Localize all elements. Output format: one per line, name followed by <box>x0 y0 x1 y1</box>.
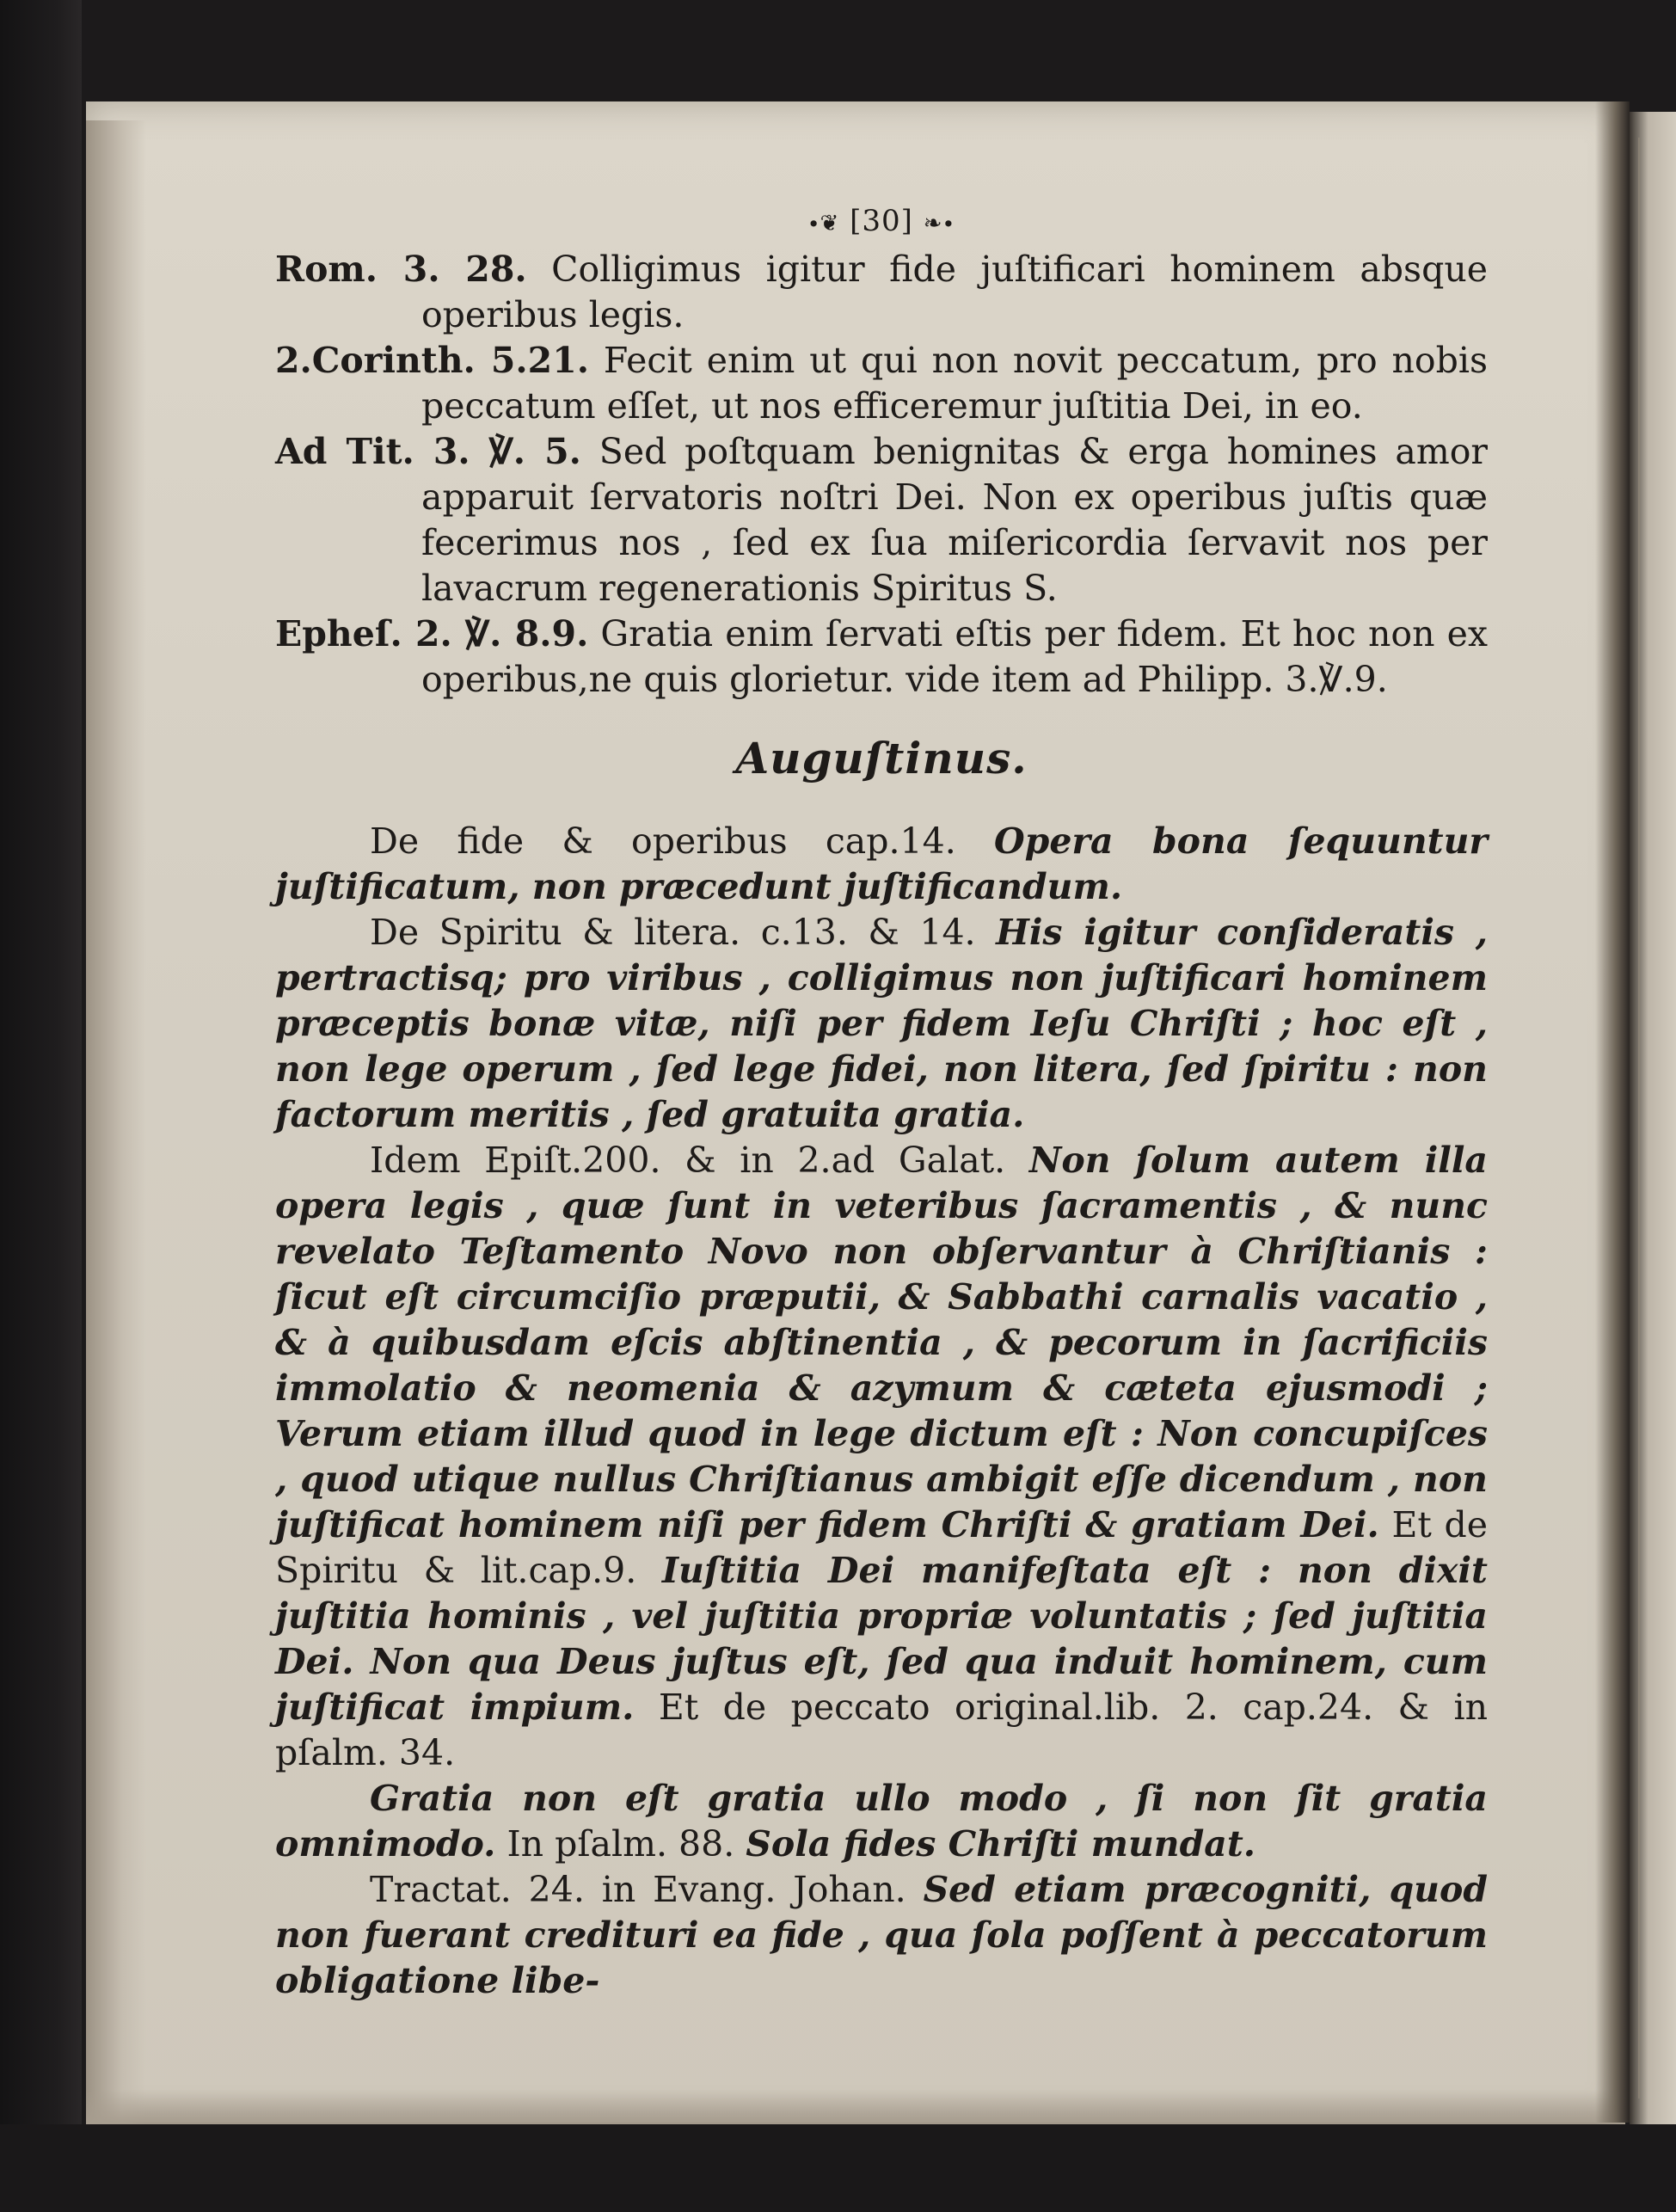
source-reference: Tractat. 24. in Evang. Johan. <box>370 1869 906 1910</box>
citation-text: Gratia enim ſervati eſtis per fidem. Et hoc non ex operibus,ne quis glorietur. vide item ad Philipp. 3.℣.9. <box>421 613 1488 700</box>
citation-ref: Epheſ. 2. ℣. 8.9. <box>275 613 589 654</box>
citation-corinthians <box>275 338 1488 429</box>
quotation: Iuſtitia Dei manifeſtata eſt : non dixit juſtitia hominis , vel juſtitia propriæ voluntatis ; ſed juſtitia Dei. Non qua Deus juſtus eſt, ſed qua induit hominem, cum juſtificat impium. <box>275 1550 1488 1728</box>
citation-text: Fecit enim ut qui non novit peccatum, pro nobis peccatum eſſet, ut nos efficeremur juſtitia Dei, in eo. <box>421 340 1488 427</box>
source-reference: De fide & operibus cap.14. <box>370 820 956 862</box>
paragraph-epistola <box>275 1138 1488 1776</box>
source-reference: De Spiritu & litera. c.13. & 14. <box>370 912 976 953</box>
quotation: Sola fides Chriſti mundat. <box>746 1823 1256 1865</box>
page-header <box>275 200 1488 245</box>
page-number: [30] <box>850 204 913 238</box>
source-reference: Et de Spiritu & lit.cap.9. <box>275 1504 1488 1591</box>
quotation: Non ſolum autem illa opera legis , quæ ſunt in veteribus ſacramentis , & nunc revelato Teſtamento Novo non obſervantur à Chriſtianis : ſicut eſt circumciſio præputii, & Sabbathi carnalis vacatio , & à quibusdam eſcis abſtinentia , & pecorum in ſacrificiis immolatio & neomenia & azymum & cæteta ejusmodi ; Verum etiam illud quod in lege dictum eſt : Non concupiſces , quod utique nullus Chriſtianus ambigit eſſe dicendum , non juſtificat hominem niſi per fidem Chriſti & gratiam Dei. <box>275 1140 1488 1545</box>
source-reference: Et de peccato original.lib. 2. cap.24. & in pſalm. 34. <box>275 1687 1488 1773</box>
page-text <box>275 200 1488 2004</box>
source-reference: Idem Epiſt.200. & in 2.ad Galat. <box>370 1140 1006 1181</box>
book-gutter <box>1595 101 1630 2123</box>
citation-titus <box>275 429 1488 611</box>
citation-text: Colligimus igitur fide juſtificari hominem absque operibus legis. <box>421 249 1488 335</box>
quotation: Opera bona ſequuntur juſtificatum, non præcedunt juſtificandum. <box>275 820 1488 907</box>
paragraph-de-fide <box>275 819 1488 910</box>
citation-ref: Rom. 3. 28. <box>275 249 527 290</box>
header-ornament-right: ❧∙ <box>923 211 955 237</box>
quotation: His igitur conſideratis , pertractisq; pro viribus , colligimus non juſtificari hominem præceptis bonæ vitæ, niſi per fidem Ieſu Chriſti ; hoc eſt , non lege operum , ſed lege fidei, non litera, ſed ſpiritu : non factorum meritis , ſed gratuita gratia. <box>275 912 1488 1135</box>
quotation: Sed etiam præcogniti, quod non fuerant credituri ea fide , qua ſola poſſent à peccatorum obligatione libe- <box>275 1869 1488 2001</box>
citation-ref: Ad Tit. 3. ℣. 5. <box>275 431 581 472</box>
source-reference: In pſalm. 88. <box>506 1823 735 1865</box>
page-edge-left <box>86 120 146 2124</box>
citation-ephesians <box>275 611 1488 703</box>
scan-background-left <box>0 0 82 2212</box>
header-ornament-left: ∙❦ <box>807 211 840 237</box>
section-title: Auguſtinus. <box>735 733 1028 783</box>
facing-page-edge <box>1630 112 1676 2124</box>
citation-text: Sed poſtquam benignitas & erga homines amor apparuit ſervatoris noſtri Dei. Non ex operibus juſtis quæ fecerimus nos , ſed ex ſua miſericordia ſervavit nos per lavacrum regenerationis Spiritus S. <box>421 431 1489 609</box>
citation-ref: 2.Corinth. 5.21. <box>275 340 590 381</box>
citation-romans <box>275 247 1488 338</box>
facing-page-line <box>1638 138 1640 2098</box>
scan-background-bottom <box>0 2124 1676 2212</box>
paragraph-de-spiritu <box>275 910 1488 1138</box>
quotation: Gratia non eſt gratia ullo modo , ſi non ſit gratia omnimodo. <box>275 1778 1488 1865</box>
paragraph-tractatus <box>275 1867 1488 2004</box>
page-edge-bottom <box>86 2090 1625 2124</box>
paragraph-gratia <box>275 1776 1488 1867</box>
